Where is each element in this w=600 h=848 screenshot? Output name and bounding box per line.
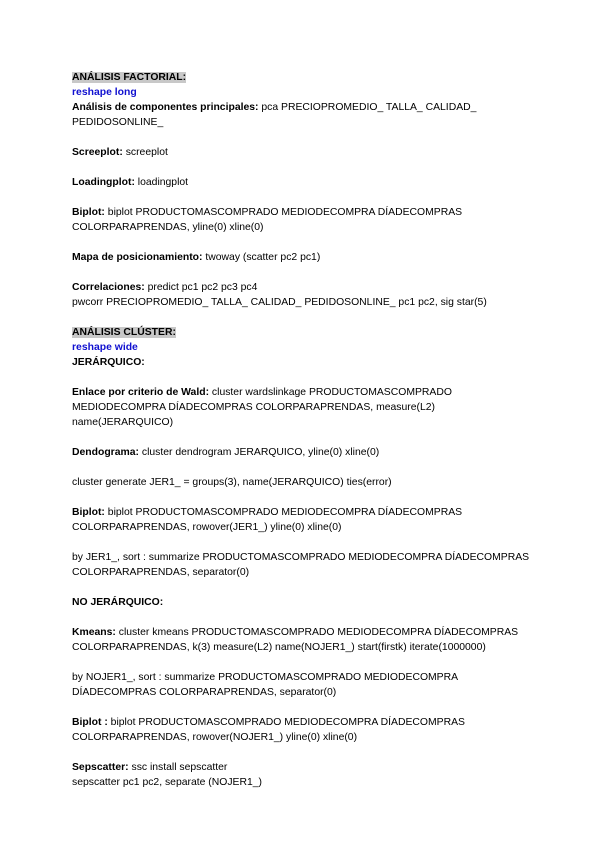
cluster-biplot-line-2: COLORPARAPRENDAS, rowover(JER1_) yline(0) xline(0) — [72, 522, 342, 533]
kmeans-command: cluster kmeans PRODUCTOMASCOMPRADO MEDIODECOMPRA DÍADECOMPRAS — [115, 627, 519, 638]
by-nojer-line-2: DÍADECOMPRAS COLORPARAPRENDAS, separator(0) — [72, 687, 337, 698]
cluster-heading: ANÁLISIS CLÚSTER: — [72, 327, 176, 338]
by-jer-line-1: by JER1_, sort : summarize PRODUCTOMASCOMPRADO MEDIODECOMPRA DÍADECOMPRAS — [72, 552, 530, 563]
generate-line: cluster generate JER1_ = groups(3), name(JERARQUICO) ties(error) — [72, 477, 392, 488]
biplot-command: biplot PRODUCTOMASCOMPRADO MEDIODECOMPRA DÍADECOMPRAS — [104, 207, 463, 218]
sepscatter-line-2: sepscatter pc1 pc2, separate (NOJER1_) — [72, 777, 263, 788]
nojer-biplot-line-1 — [72, 715, 572, 730]
biplot-line-1 — [72, 205, 572, 220]
wald-label: Enlace por criterio de Wald: — [72, 387, 210, 398]
document-page — [72, 70, 572, 790]
correlaciones-line-1 — [72, 280, 572, 295]
correlaciones-command: predict pc1 pc2 pc3 pc4 — [144, 282, 258, 293]
dendograma-command: cluster dendrogram JERARQUICO, yline(0) xline(0) — [138, 447, 380, 458]
by-nojer-line-1: by NOJER1_, sort : summarize PRODUCTOMASCOMPRADO MEDIODECOMPRA — [72, 672, 459, 683]
screeplot-command: screeplot — [122, 147, 168, 158]
pca-label: Análisis de componentes principales: — [72, 102, 259, 113]
kmeans-line-1 — [72, 625, 572, 640]
pca-line-2: PEDIDOSONLINE_ — [72, 117, 164, 128]
jerarquico-heading: JERÁRQUICO: — [72, 357, 145, 368]
wald-line-1 — [72, 385, 572, 400]
wald-command: cluster wardslinkage PRODUCTOMASCOMPRADO — [209, 387, 452, 398]
screeplot-line — [72, 145, 572, 160]
sepscatter-label: Sepscatter: — [72, 762, 129, 773]
nojer-biplot-command: biplot PRODUCTOMASCOMPRADO MEDIODECOMPRA DÍADECOMPRAS — [107, 717, 465, 728]
sepscatter-command: ssc install sepscatter — [128, 762, 228, 773]
mapa-label: Mapa de posicionamiento: — [72, 252, 203, 263]
correlaciones-line-2: pwcorr PRECIOPROMEDIO_ TALLA_ CALIDAD_ PEDIDOSONLINE_ pc1 pc2, sig star(5) — [72, 297, 487, 308]
factorial-heading: ANÁLISIS FACTORIAL: — [72, 72, 187, 83]
nojer-biplot-label: Biplot : — [72, 717, 108, 728]
screeplot-label: Screeplot: — [72, 147, 123, 158]
biplot-label: Biplot: — [72, 207, 105, 218]
wald-line-2: MEDIODECOMPRA DÍADECOMPRAS COLORPARAPRENDAS, measure(L2) — [72, 402, 435, 413]
loadingplot-line — [72, 175, 572, 190]
mapa-command: twoway (scatter pc2 pc1) — [202, 252, 321, 263]
correlaciones-label: Correlaciones: — [72, 282, 145, 293]
biplot-line-2: COLORPARAPRENDAS, yline(0) xline(0) — [72, 222, 264, 233]
kmeans-label: Kmeans: — [72, 627, 116, 638]
pca-command: pca PRECIOPROMEDIO_ TALLA_ CALIDAD_ — [258, 102, 477, 113]
cluster-biplot-label: Biplot: — [72, 507, 105, 518]
cluster-biplot-line-1 — [72, 505, 572, 520]
cluster-biplot-command: biplot PRODUCTOMASCOMPRADO MEDIODECOMPRA DÍADECOMPRAS — [104, 507, 463, 518]
reshape-wide: reshape wide — [72, 342, 138, 353]
reshape-long: reshape long — [72, 87, 137, 98]
kmeans-line-2: COLORPARAPRENDAS, k(3) measure(L2) name(NOJER1_) start(firstk) iterate(1000000) — [72, 642, 486, 653]
nojer-biplot-line-2: COLORPARAPRENDAS, rowover(NOJER1_) yline(0) xline(0) — [72, 732, 358, 743]
loadingplot-command: loadingplot — [134, 177, 189, 188]
wald-line-3: name(JERARQUICO) — [72, 417, 174, 428]
loadingplot-label: Loadingplot: — [72, 177, 135, 188]
by-jer-line-2: COLORPARAPRENDAS, separator(0) — [72, 567, 250, 578]
no-jerarquico-heading: NO JERÁRQUICO: — [72, 597, 164, 608]
sepscatter-line-1 — [72, 760, 572, 775]
dendograma-label: Dendograma: — [72, 447, 139, 458]
cluster-heading-line — [72, 325, 572, 340]
dendograma-line — [72, 445, 572, 460]
pca-line-1 — [72, 100, 572, 115]
mapa-line — [72, 250, 572, 265]
factorial-heading-line — [72, 70, 572, 85]
